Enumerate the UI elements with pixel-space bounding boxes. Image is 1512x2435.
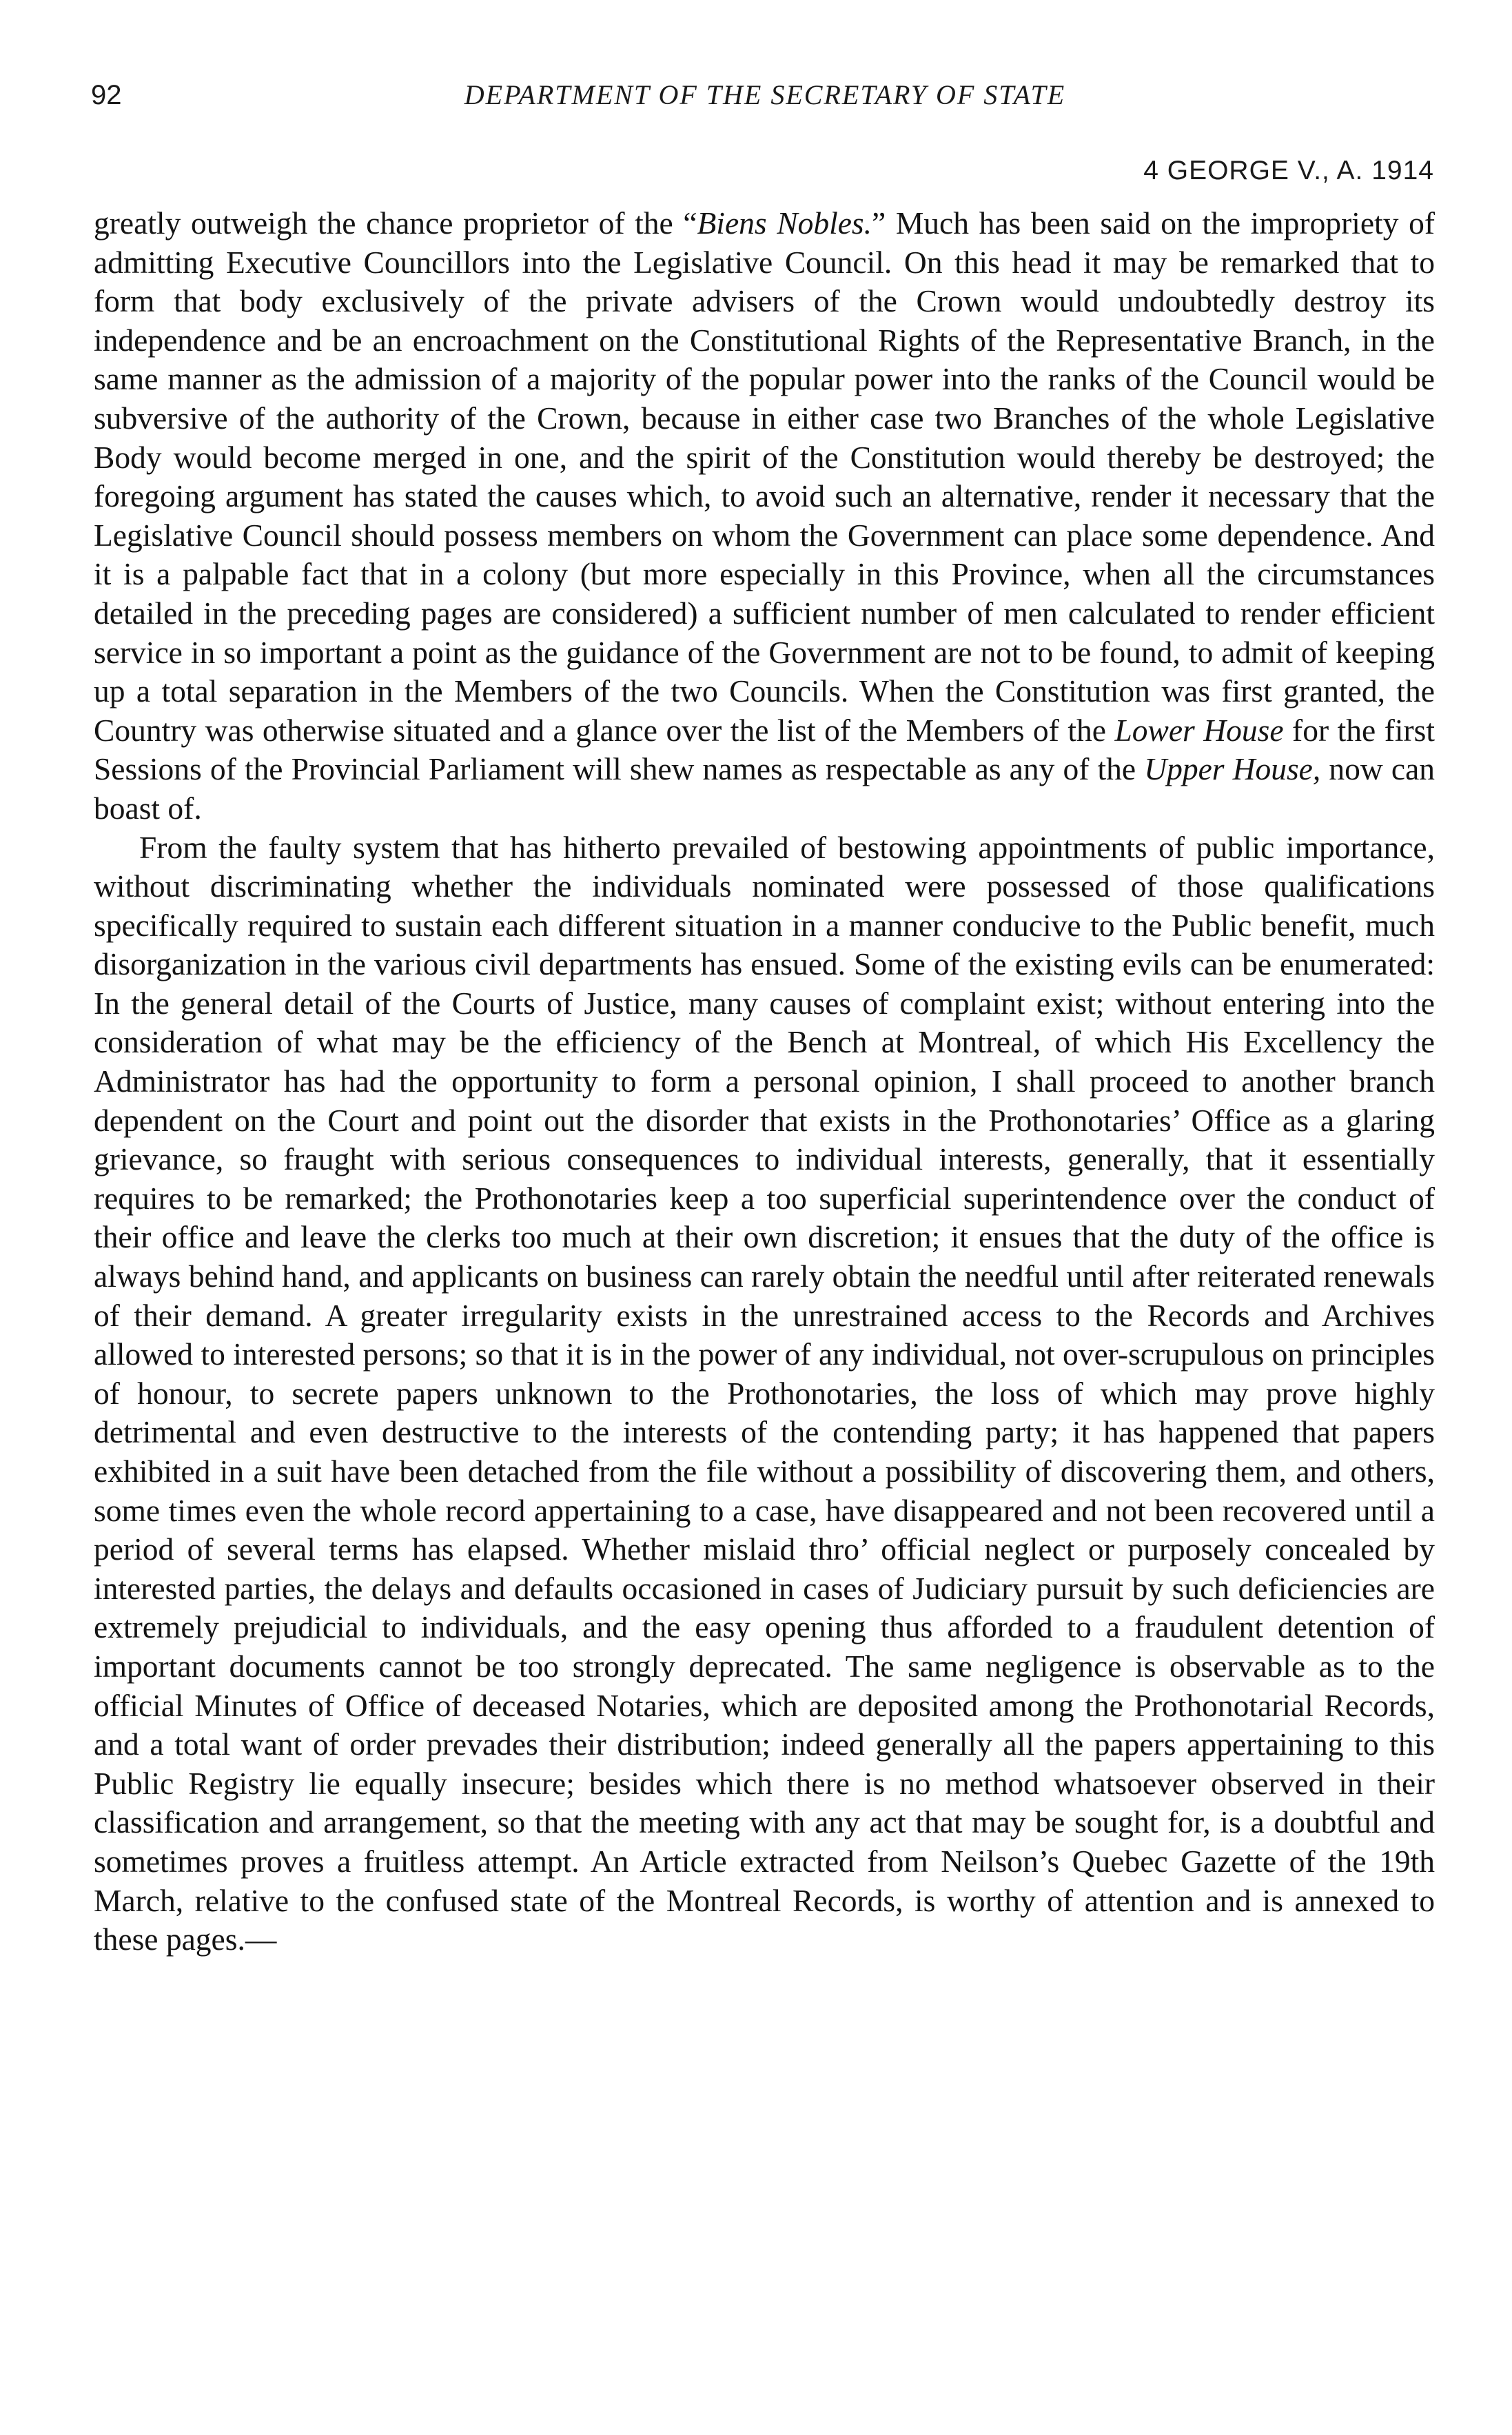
body-text bbox=[94, 204, 1435, 1959]
text-run: greatly outweigh the chance proprietor of the “ bbox=[94, 205, 697, 241]
italic-term-biens-nobles: Biens Nobles. bbox=[697, 205, 872, 241]
paragraph-1 bbox=[94, 204, 1435, 828]
text-run: now can boast of. bbox=[94, 751, 1436, 826]
text-run: ” Much has been said on the impropriety of admitting Executive Councillors into the Legislative Council. On this head it may be remarked that to form that body exclusively of the private advisers of the Crown would undoubtedly destroy its independence and be an encroachment on the Constitutional Rights of the Representative Branch, in the same manner as the admission of a majority of the popular power into the ranks of the Council would be subversive of the authority of the Crown, because in either case two Branches of the whole Legislative Body would become merged in one, and the spirit of the Constitution would thereby be destroyed; the foregoing argument has stated the causes which, to avoid such an alternative, render it necessary that the Legislative Council should possess members on whom the Government can place some dependence. And it is a palpable fact that in a colony (but more especially in this Province, when all the circumstances detailed in the preceding pages are considered) a sufficient number of men calculated to render efficient service in so important a point as the guidance of the Government are not to be found, to admit of keeping up a total separation in the Members of the two Councils. When the Constitution was first granted, the Country was otherwise situated and a glance over the list of the Members of the bbox=[94, 205, 1435, 748]
session-label: 4 GEORGE V., A. 1914 bbox=[1143, 156, 1434, 185]
paragraph-2: From the faulty system that has hitherto prevailed of bestowing appointments of public importance, without discriminating whether the individuals nominated were possessed of those qualifications specifically required to sustain each different situation in a manner conducive to the Public benefit, much disorganization in the various civil departments has ensued. Some of the existing evils can be enumerated: In the general detail of the Courts of Justice, many causes of complaint exist; without entering into the consideration of what may be the efficiency of the Bench at Montreal, of which His Excellency the Administrator has had the opportunity to form a personal opinion, I shall proceed to another branch dependent on the Court and point out the disorder that exists in the Prothonotaries’ Office as a glaring grievance, so fraught with serious consequences to individual interests, generally, that it essentially requires to be remarked; the Prothonotaries keep a too superficial superintendence over the conduct of their office and leave the clerks too much at their own discretion; it ensues that the duty of the office is always behind hand, and applicants on business can rarely obtain the needful until after reiterated renewals of their demand. A greater irregularity exists in the unrestrained access to the Records and Archives allowed to interested persons; so that it is in the power of any individual, not over-scrupulous on principles of honour, to secrete papers unknown to the Prothonotaries, the loss of which may prove highly detrimental and even destructive to the interests of the contending party; it has happened that papers exhibited in a suit have been detached from the file without a possibility of discovering them, and others, some times even the whole record appertaining to a case, have disappeared and not been recovered until a period of several terms has elapsed. Whether mislaid thro’ official neglect or purposely concealed by interested parties, the delays and defaults occasioned in cases of Judiciary pursuit by such deficiencies are extremely prejudicial to individuals, and the easy opening thus afforded to a fraudulent detention of important documents cannot be too strongly deprecated. The same negligence is observable as to the official Minutes of Office of deceased Notaries, which are deposited among the Prothonotarial Records, and a total want of order prevades their distribution; indeed generally all the papers appertaining to this Public Registry lie equally insecure; besides which there is no method whatsoever observed in their classification and arrangement, so that the meeting with any act that may be sought for, is a doubtful and sometimes proves a fruitless attempt. An Article extracted from Neilson’s Quebec Gazette of the 19th March, relative to the confused state of the Montreal Records, is worthy of attention and is annexed to these pages.— bbox=[94, 829, 1435, 1957]
italic-term-lower-house: Lower House bbox=[1114, 712, 1284, 748]
text-run: for the first Sessions of the Provincial Parliament will shew names as respectable as any of the bbox=[94, 712, 1435, 787]
italic-term-upper-house: Upper House, bbox=[1144, 751, 1321, 787]
page-number: 92 bbox=[91, 80, 122, 110]
running-title: DEPARTMENT OF THE SECRETARY OF STATE bbox=[464, 79, 1066, 110]
